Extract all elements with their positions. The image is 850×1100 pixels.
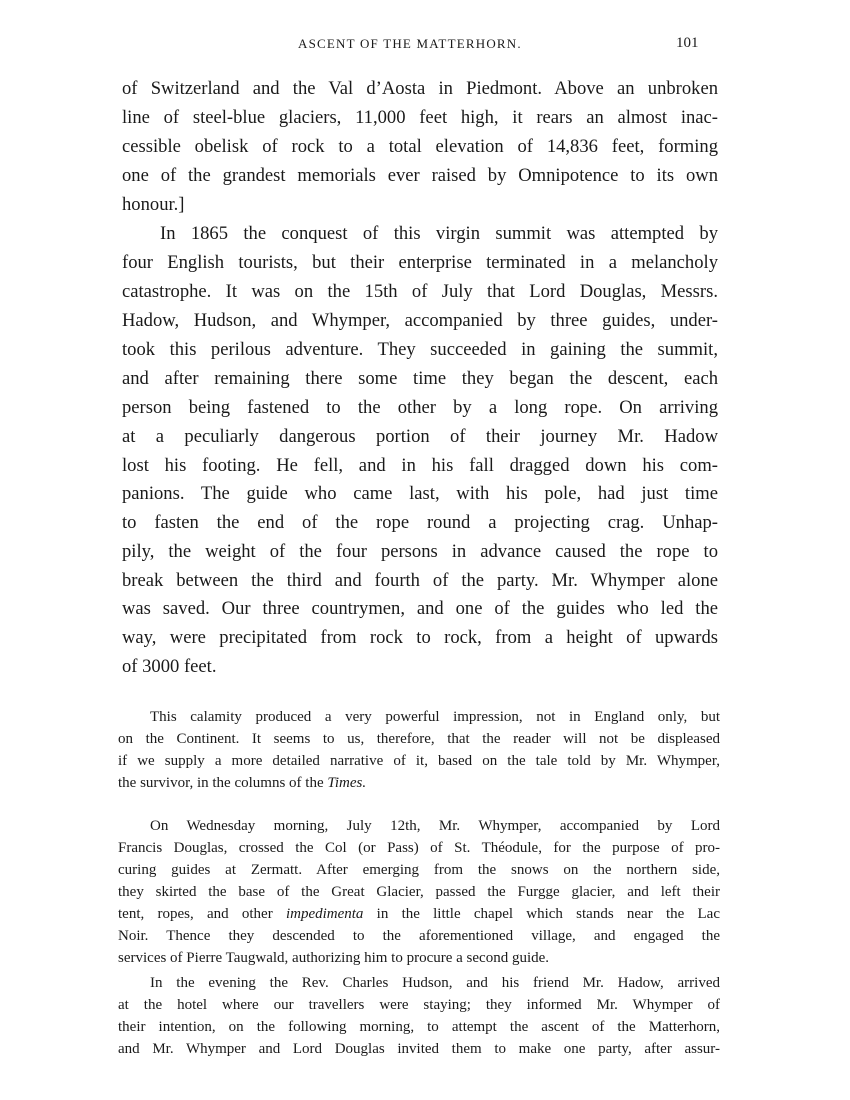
- small-text-line: Noir. Thence they descended to the aforementioned village, and engaged the: [118, 928, 720, 944]
- small-text-line: [118, 775, 366, 792]
- text-line: to fasten the end of the rope round a projecting crag. Unhap-: [122, 512, 718, 533]
- small-text-line: if we supply a more detailed narrative of it, based on the tale told by Mr. Whymper,: [118, 753, 720, 769]
- text-line: panions. The guide who came last, with his pole, had just time: [122, 483, 718, 504]
- italic-term: impedimenta: [285, 906, 364, 922]
- text-line: line of steel-blue glaciers, 11,000 feet high, it rears an almost inac-: [122, 107, 718, 128]
- text-line: was saved. Our three countrymen, and one of the guides who led the: [122, 598, 718, 619]
- page-number: 101: [676, 35, 699, 51]
- text-segment: in the little chapel which stands near the Lac: [363, 906, 720, 922]
- italic-title: Times.: [327, 775, 367, 791]
- text-line: Hadow, Hudson, and Whymper, accompanied by three guides, under-: [122, 310, 718, 331]
- small-text-line: on the Continent. It seems to us, therefore, that the reader will not be displeased: [118, 731, 720, 747]
- text-line: catastrophe. It was on the 15th of July that Lord Douglas, Messrs.: [122, 281, 718, 302]
- small-text-line: they skirted the base of the Great Glacier, passed the Furgge glacier, and left their: [118, 884, 720, 900]
- text-line: one of the grandest memorials ever raised by Omnipotence to its own: [122, 165, 718, 186]
- text-line: and after remaining there some time they began the descent, each: [122, 368, 718, 389]
- text-line: honour.]: [122, 194, 185, 215]
- small-text-line: In the evening the Rev. Charles Hudson, and his friend Mr. Hadow, arrived: [150, 975, 720, 991]
- running-head: [0, 36, 850, 56]
- small-text-line: On Wednesday morning, July 12th, Mr. Whymper, accompanied by Lord: [150, 818, 720, 834]
- small-text-line: their intention, on the following morning, to attempt the ascent of the Matterhorn,: [118, 1019, 720, 1035]
- text-line: four English tourists, but their enterprise terminated in a melancholy: [122, 252, 718, 273]
- small-text-line: This calamity produced a very powerful impression, not in England only, but: [150, 709, 720, 725]
- text-line: cessible obelisk of rock to a total elevation of 14,836 feet, forming: [122, 136, 718, 157]
- text-segment: the survivor, in the columns of the: [118, 775, 328, 791]
- text-line: In 1865 the conquest of this virgin summit was attempted by: [160, 223, 718, 244]
- text-segment: tent, ropes, and other: [118, 906, 286, 922]
- small-text-line: curing guides at Zermatt. After emerging from the snows on the northern side,: [118, 862, 720, 878]
- small-text-line: and Mr. Whymper and Lord Douglas invited them to make one party, after assur-: [118, 1041, 720, 1057]
- small-text-line: [118, 906, 720, 923]
- text-line: of Switzerland and the Val d’Aosta in Piedmont. Above an unbroken: [122, 78, 718, 99]
- small-text-line: at the hotel where our travellers were staying; they informed Mr. Whymper of: [118, 997, 720, 1013]
- text-line: pily, the weight of the four persons in advance caused the rope to: [122, 541, 718, 562]
- text-line: way, were precipitated from rock to rock, from a height of upwards: [122, 627, 718, 648]
- text-line: person being fastened to the other by a long rope. On arriving: [122, 397, 718, 418]
- small-text-line: services of Pierre Taugwald, authorizing him to procure a second guide.: [118, 950, 550, 966]
- text-line: break between the third and fourth of the party. Mr. Whymper alone: [122, 570, 718, 591]
- running-title: ASCENT OF THE MATTERHORN.: [298, 36, 522, 51]
- text-line: at a peculiarly dangerous portion of their journey Mr. Hadow: [122, 426, 718, 447]
- text-line: took this perilous adventure. They succeeded in gaining the summit,: [122, 339, 718, 360]
- text-line: of 3000 feet.: [122, 656, 217, 677]
- text-line: lost his footing. He fell, and in his fall dragged down his com-: [122, 455, 718, 476]
- small-text-line: Francis Douglas, crossed the Col (or Pass) of St. Théodule, for the purpose of pro-: [118, 840, 720, 856]
